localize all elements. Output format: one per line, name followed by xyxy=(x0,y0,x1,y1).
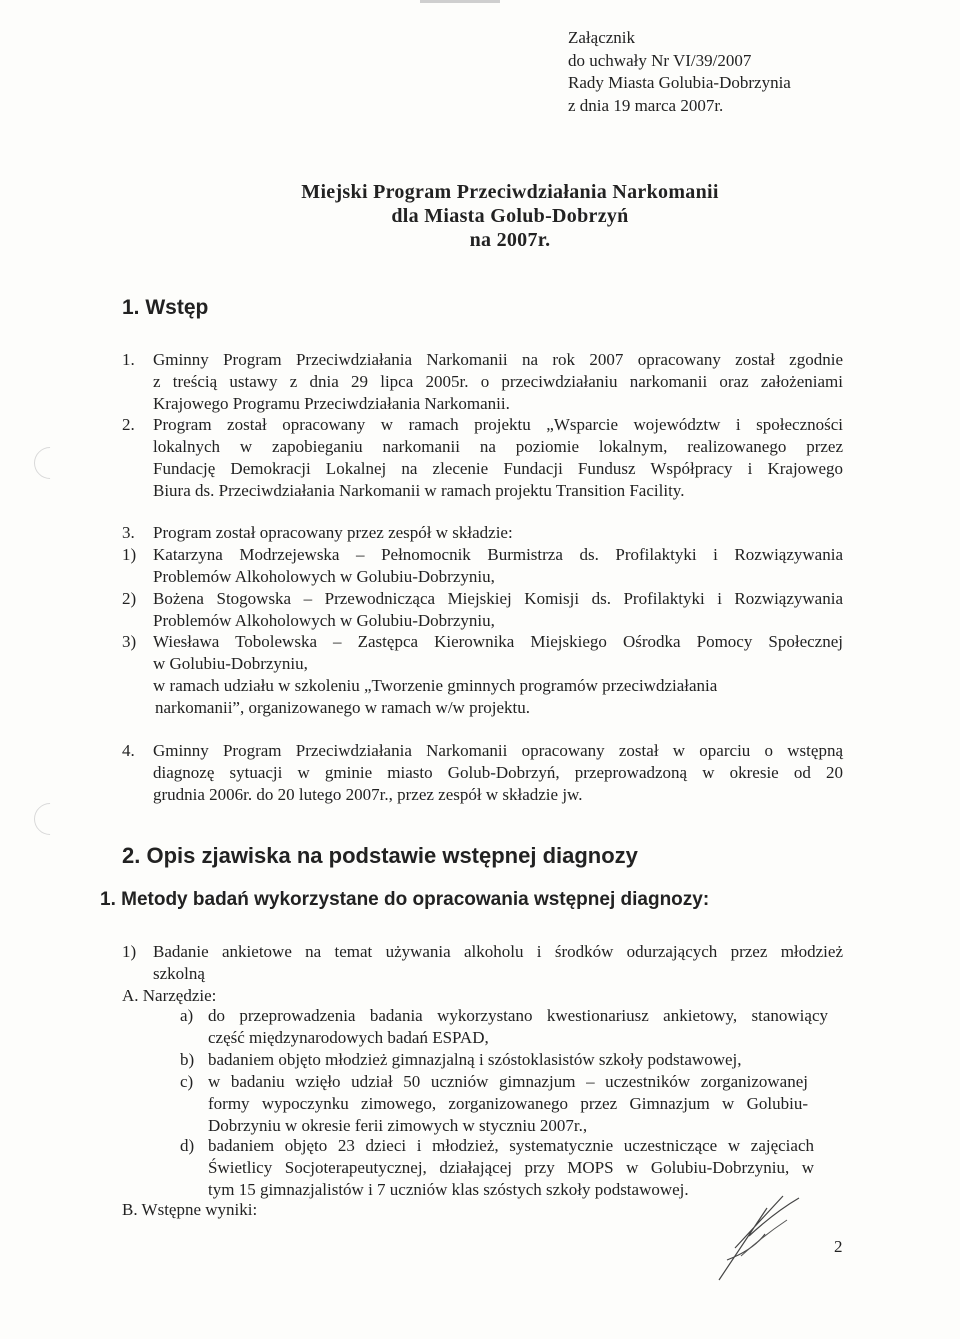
text-line: Gminny Program Przeciwdziałania Narkomanii na rok 2007 opracowany został zgodnie xyxy=(153,350,843,369)
punch-hole-mark xyxy=(27,796,72,841)
paragraph-number: 2. xyxy=(122,415,135,434)
text-line: formy wypoczynku zimowego, zorganizowanego przez Gimnazjum w Golubiu- xyxy=(208,1094,808,1113)
title-line: na 2007r. xyxy=(469,229,551,251)
text-line: Problemów Alkoholowych w Golubiu-Dobrzyniu, xyxy=(153,567,495,586)
list-number: 1) xyxy=(122,545,137,564)
text-line: Biura ds. Przeciwdziałania Narkomanii w ramach projektu Transition Facility. xyxy=(153,481,685,500)
text-line: Badanie ankietowe na temat używania alkoholu i środków odurzających przez młodzież xyxy=(153,942,843,961)
text-line: Gminny Program Przeciwdziałania Narkomanii opracowany został w oparciu o wstępną xyxy=(153,741,843,760)
text-line: narkomanii”, organizowanego w ramach w/w projektu. xyxy=(155,698,530,717)
annex-line: z dnia 19 marca 2007r. xyxy=(568,95,724,115)
annex-header xyxy=(568,27,791,117)
list-item xyxy=(208,1005,828,1049)
paragraph xyxy=(153,349,843,415)
text-line: tym 15 gimnazjalistów i 7 uczniów klas szóstych szkoły podstawowej. xyxy=(208,1180,689,1199)
text-line: z treścią ustawy z dnia 29 lipca 2005r. o przeciwdziałaniu narkomanii oraz założeniami xyxy=(153,372,843,391)
list-item xyxy=(208,1071,808,1137)
paragraph-number: 4. xyxy=(122,741,135,760)
initials-signature xyxy=(705,1190,825,1290)
text-line: lokalnych w zapobieganiu narkomanii na poziomie lokalnym, realizowanego przez xyxy=(153,437,843,456)
text-line: Bożena Stogowska – Przewodnicząca Miejskiej Komisji ds. Profilaktyki i Rozwiązywania xyxy=(153,589,843,608)
text-line: w badaniu wzięło udział 50 uczniów gimnazjum – uczestników zorganizowanej xyxy=(208,1072,808,1091)
document-title xyxy=(240,180,780,252)
text-line: Świetlicy Socjoterapeutycznej, działającej przy MOPS w Golubiu-Dobrzyniu, w xyxy=(208,1158,814,1177)
list-number: 3) xyxy=(122,632,137,651)
page-number: 2 xyxy=(834,1237,843,1256)
paragraph xyxy=(153,414,843,502)
list-number: b) xyxy=(180,1050,195,1069)
text-line: Problemów Alkoholowych w Golubiu-Dobrzyniu, xyxy=(153,611,495,630)
text-line: Dobrzyniu w okresie ferii zimowych w styczniu 2007r., xyxy=(208,1116,588,1135)
list-number: c) xyxy=(180,1072,194,1091)
text-line: szkolną xyxy=(153,964,205,983)
punch-hole-mark xyxy=(27,440,72,485)
list-number: 1) xyxy=(122,942,137,961)
list-item xyxy=(153,588,843,632)
paragraph-number: 1. xyxy=(122,350,135,369)
list-item xyxy=(153,941,843,985)
text-line: Fundację Demokracji Lokalnej na zlecenie Fundacji Fundusz Współpracy i Krajowego xyxy=(153,459,843,478)
list-item xyxy=(153,544,843,588)
subsection-label: B. Wstępne wyniki: xyxy=(122,1200,258,1219)
annex-line: do uchwały Nr VI/39/2007 xyxy=(568,50,752,70)
text-line: do przeprowadzenia badania wykorzystano kwestionariusz ankietowy, stanowiący xyxy=(208,1006,828,1025)
paragraph xyxy=(153,740,843,806)
paragraph-number: 3. xyxy=(122,523,135,542)
text-line: badaniem objęto młodzież gimnazjalną i szóstoklasistów szkoły podstawowej, xyxy=(208,1050,742,1069)
title-line: Miejski Program Przeciwdziałania Narkomanii xyxy=(301,181,719,203)
list-item xyxy=(153,631,843,719)
title-line: dla Miasta Golub-Dobrzyń xyxy=(391,205,629,227)
text-line: badaniem objęto 23 dzieci i młodzież, systematycznie uczestniczące w zajęciach xyxy=(208,1136,814,1155)
annex-line: Załącznik xyxy=(568,28,636,47)
text-line: w Golubiu-Dobrzyniu, xyxy=(153,654,308,673)
text-line: Katarzyna Modrzejewska – Pełnomocnik Burmistrza ds. Profilaktyki i Rozwiązywania xyxy=(153,545,843,564)
list-number: a) xyxy=(180,1006,194,1025)
text-line: Krajowego Programu Przeciwdziałania Narkomanii. xyxy=(153,394,510,413)
subsection-label: A. Narzędzie: xyxy=(122,986,217,1005)
scan-artifact xyxy=(420,0,500,3)
annex-line: Rady Miasta Golubia-Dobrzynia xyxy=(568,73,791,92)
paragraph-intro: Program został opracowany przez zespół w składzie: xyxy=(153,523,513,542)
list-number: 2) xyxy=(122,589,137,608)
text-line: Program został opracowany w ramach projektu „Wsparcie województw i społeczności xyxy=(153,415,843,434)
section-heading: 2. Opis zjawiska na podstawie wstępnej diagnozy xyxy=(122,843,638,868)
section-heading: 1. Wstęp xyxy=(122,296,209,319)
text-line: Wiesława Tobolewska – Zastępca Kierownika Miejskiego Ośrodka Pomocy Społecznej xyxy=(153,632,843,651)
text-line: w ramach udziału w szkoleniu „Tworzenie gminnych programów przeciwdziałania xyxy=(153,676,718,695)
text-line: część międzynarodowych badań ESPAD, xyxy=(208,1028,489,1047)
text-line: diagnozę sytuacji w gminie miasto Golub-Dobrzyń, przeprowadzoną w okresie od 20 xyxy=(153,763,843,782)
text-line: grudnia 2006r. do 20 lutego 2007r., przez zespół w składzie jw. xyxy=(153,785,583,804)
list-number: d) xyxy=(180,1136,195,1155)
list-item xyxy=(208,1049,828,1071)
subsection-heading: 1. Metody badań wykorzystane do opracowania wstępnej diagnozy: xyxy=(100,889,710,910)
